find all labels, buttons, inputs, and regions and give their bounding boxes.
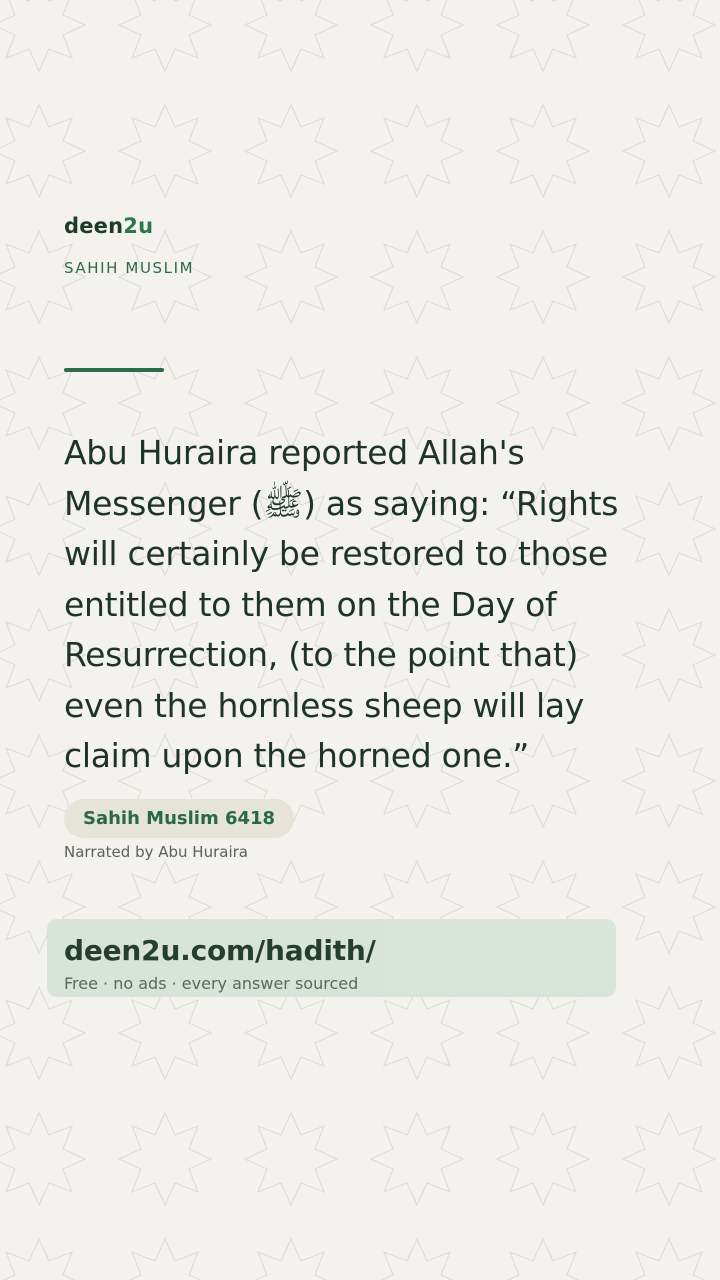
brand-accent-text: 2u [123,214,154,238]
cta-url-link[interactable]: deen2u.com/hadith/ [64,934,376,967]
hadith-text: Abu Huraira reported Allah's Messenger (ﷺ) as saying: “Rights will certainly be restored to those entitled to them on the Day of Resurrection, (to the point that) even the hornless sheep will lay claim upon the horned one.” [64,433,619,775]
narrator-line: Narrated by Abu Huraira [64,843,248,861]
brand-logo [64,212,153,240]
collection-label: SAHIH MUSLIM [64,259,195,277]
cta-tagline: Free · no ads · every answer sourced [64,974,359,993]
reference-badge: Sahih Muslim 6418 [64,799,294,838]
brand-name-text: deen [64,214,124,238]
accent-divider [64,368,164,372]
cta-card[interactable] [47,919,616,997]
